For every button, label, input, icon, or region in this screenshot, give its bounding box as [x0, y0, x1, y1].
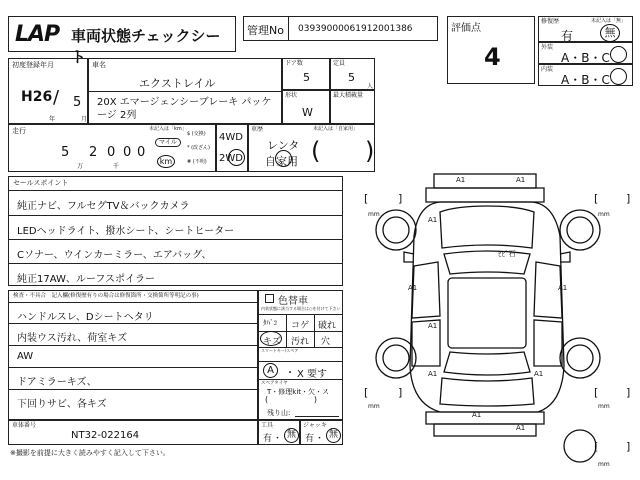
- mgmt-label: 管理No: [247, 24, 284, 37]
- exterior-box: [538, 42, 633, 64]
- use-rental: レンタ: [267, 139, 300, 152]
- first-reg-label: 初度登録年月: [12, 61, 54, 69]
- repair-yes: 有: [561, 29, 574, 43]
- car-name-label: 車名: [92, 61, 106, 69]
- wheel-rear-right-hub: [567, 345, 593, 371]
- front-hood-outline: [426, 188, 544, 202]
- inspection-item: AW: [17, 351, 34, 362]
- damage-mark: A1: [558, 284, 568, 292]
- repair-box: [538, 16, 633, 42]
- interior-selected-mark: [610, 68, 627, 85]
- tools-label: 工具: [261, 422, 274, 429]
- max-load-box: [330, 90, 375, 124]
- opt-unknown: # (不明): [187, 159, 207, 165]
- car-diagram: [348, 166, 638, 476]
- cond-tear: 破れ: [318, 321, 337, 331]
- inspection-item: 下回りサビ、各キズ: [17, 399, 107, 410]
- tools-no: 無: [284, 428, 299, 443]
- mileage-box: [8, 124, 216, 172]
- windshield: [444, 251, 530, 274]
- doors-value: 5: [303, 71, 310, 84]
- hood-panel: [440, 206, 534, 248]
- drive-box: [216, 124, 248, 172]
- mileage-digit: 0: [107, 145, 116, 160]
- tools-box: [258, 420, 300, 445]
- score-label: 評価点: [451, 23, 481, 34]
- cond-scratch: キズ: [263, 337, 281, 347]
- repair-no: 無: [600, 24, 620, 42]
- model-value: W: [302, 106, 313, 119]
- damage-mark: A1: [428, 322, 438, 330]
- sales-points-box: [8, 176, 343, 286]
- tread-bracket-rr: [: [594, 386, 599, 399]
- damage-mark: A1: [456, 176, 466, 184]
- tools-dot: ・: [273, 434, 283, 444]
- jack-yes: 有: [305, 434, 315, 444]
- km-option: km: [157, 155, 175, 168]
- damage-mark: A1: [408, 284, 418, 292]
- use-close-bracket: ): [365, 137, 375, 165]
- key-a: A: [263, 363, 278, 378]
- cond-hole: 穴: [321, 337, 331, 347]
- color-change-label: 色替車: [278, 296, 308, 307]
- key-box: [258, 362, 343, 380]
- color-note: 内装状態に該当する場合は○を付けて下さい: [261, 306, 341, 311]
- exterior-grades: A・B・C: [561, 51, 610, 65]
- capacity-value: 5: [348, 71, 355, 84]
- mileage-note: 未記入は「km」: [149, 126, 187, 132]
- first-reg-box: [8, 58, 88, 124]
- mileage-unit-sen: 千: [113, 163, 120, 170]
- mgmt-number: 03939000061912001386: [298, 24, 413, 34]
- svg-text:]: ]: [626, 440, 631, 453]
- cond-dirt: 汚れ: [291, 337, 310, 347]
- exterior-selected-mark: [610, 46, 627, 63]
- spare-wheel: [564, 430, 599, 462]
- footnote: ※撮影を前提に大きく読みやすく記入して下さい。: [10, 449, 170, 457]
- first-reg-slash: /: [53, 87, 60, 108]
- wheel-rear-left-hub: [383, 345, 409, 371]
- rear-bumper-upper: [426, 412, 544, 424]
- vin-box: [8, 420, 258, 445]
- lap-logo: LAP: [15, 22, 60, 47]
- mm-label: mm: [598, 461, 610, 468]
- sales-point-item: Cソナー、ウインカーミラー、エアバッグ、: [17, 250, 212, 261]
- first-reg-month: 5: [73, 95, 82, 110]
- mileage-label: 走行: [12, 127, 26, 135]
- drive-selected-mark: [228, 149, 245, 166]
- use-private: 自家用: [265, 155, 298, 168]
- score-box: [447, 16, 535, 84]
- mile-option: マイル: [155, 138, 181, 147]
- interior-grades: A・B・C: [561, 73, 610, 87]
- car-grade: 20X エマージェンシーブレーキ パッケージ 2列: [97, 97, 272, 121]
- left-mirror: [404, 252, 414, 262]
- tread-bracket-fl: [: [364, 192, 369, 205]
- svg-text:]: ]: [626, 192, 631, 205]
- tools-yes: 有: [263, 434, 273, 444]
- car-name-box: [88, 58, 282, 124]
- mileage-digit: 5: [61, 145, 70, 160]
- inspection-item: ハンドルスレ、Dシートヘタリ: [17, 312, 154, 323]
- key-label: スマートキー/スペア: [261, 348, 299, 353]
- capacity-label: 定員: [333, 60, 346, 67]
- vin-value: NT32-022164: [71, 430, 140, 441]
- interior-label: 内装: [541, 66, 554, 73]
- wheel-front-right: [560, 210, 600, 250]
- damage-mark: A1: [428, 216, 438, 224]
- tire-box: [258, 380, 343, 420]
- svg-text:]: ]: [398, 192, 403, 205]
- max-load-label: 最大積載量: [333, 92, 364, 99]
- cond-burn: コゲ: [291, 321, 310, 331]
- use-note: 未記入は「自家用」: [313, 126, 359, 132]
- jack-label: ジャッキ: [303, 422, 327, 429]
- mm-label: mm: [368, 403, 380, 410]
- opt-exchange: $ (交換): [187, 131, 206, 137]
- use-open-bracket: (: [311, 137, 321, 165]
- month-unit: 月: [81, 116, 88, 123]
- model-box: [282, 90, 330, 124]
- tread-bracket-rl: [: [364, 386, 369, 399]
- svg-text:]: ]: [398, 386, 403, 399]
- doors-box: [282, 58, 330, 90]
- damage-mark: A1: [534, 370, 544, 378]
- sales-point-item: 純正17AW、ルーフスポイラー: [17, 274, 156, 285]
- sales-points-label: セールスポイント: [13, 179, 69, 187]
- use-selected-mark: [275, 150, 292, 167]
- jack-no: 無: [326, 428, 341, 443]
- use-box: [248, 124, 375, 172]
- rear-window: [444, 352, 530, 375]
- damage-mark: A1: [428, 370, 438, 378]
- year-unit: 年: [49, 116, 56, 123]
- roof: [448, 278, 526, 348]
- color-change-checkbox: [265, 294, 274, 303]
- right-mirror: [560, 252, 570, 262]
- color-box: [258, 290, 343, 362]
- trunk-panel: [440, 378, 534, 406]
- repair-label: 修復歴: [541, 18, 560, 25]
- doors-label: ドア数: [285, 60, 303, 67]
- damage-mark: A1: [516, 424, 526, 432]
- opt-tamper: * (改ざん): [187, 145, 210, 151]
- wheel-front-left: [376, 210, 416, 250]
- cond-scratch-mark: [260, 331, 282, 346]
- vin-label: 車体番号: [12, 422, 37, 429]
- mileage-unit-man: 万: [77, 163, 84, 170]
- mileage-digit: 2: [89, 145, 98, 160]
- drive-2wd: 2WD: [219, 153, 243, 164]
- first-reg-era: H26: [21, 89, 53, 105]
- key-dot: ・: [285, 368, 295, 379]
- mm-label: mm: [368, 211, 380, 218]
- wheel-front-left-hub: [383, 217, 409, 243]
- tread-bracket-spare: [: [594, 440, 599, 453]
- car-name: エクストレイル: [139, 77, 216, 90]
- jack-box: [300, 420, 343, 445]
- inspection-item: 内装ウス汚れ、荷室キズ: [17, 333, 128, 344]
- cond-tobacco: ﾀﾊﾞｺ: [263, 319, 277, 327]
- mileage-digit: 0: [137, 145, 146, 160]
- inspection-item: ドアミラーキズ、: [17, 377, 97, 388]
- damage-mark: A1: [472, 411, 482, 419]
- mm-label: mm: [598, 403, 610, 410]
- capacity-box: [330, 58, 375, 90]
- mileage-digit: 0: [123, 145, 132, 160]
- inspection-box: [8, 290, 258, 420]
- sales-point-item: LEDヘッドライト、撥水シート、シートヒーター: [17, 226, 235, 237]
- model-label: 形状: [285, 92, 298, 99]
- tire-label: スペアタイヤ: [261, 381, 288, 386]
- sheet-title: 車両状態チェックシート: [71, 27, 221, 66]
- key-b: X 要す: [297, 369, 328, 380]
- interior-box: [538, 64, 633, 86]
- wheel-front-right-hub: [567, 217, 593, 243]
- capacity-unit: 人: [367, 83, 374, 90]
- right-rear-door: [534, 320, 562, 366]
- wheel-rear-right: [560, 338, 600, 378]
- exterior-label: 外装: [541, 44, 554, 51]
- use-label: 車歴: [251, 126, 264, 133]
- inspection-label: 検査・不具合 記入欄(修復歴有りの場合は修復箇所・交換箇所等明記の事): [13, 293, 199, 299]
- management-box: [243, 16, 438, 41]
- tread-bracket-fr: [: [594, 192, 599, 205]
- score-value: 4: [484, 43, 501, 71]
- mm-label: mm: [598, 211, 610, 218]
- drive-4wd: 4WD: [219, 132, 243, 143]
- svg-text:]: ]: [626, 386, 631, 399]
- tire-remain: 残り山:: [267, 409, 291, 417]
- damage-mark: A1: [516, 176, 526, 184]
- jack-dot: ・: [315, 434, 325, 444]
- tire-paren: ( ): [265, 395, 318, 404]
- repair-note: 未記入は「無」: [591, 18, 627, 24]
- sales-point-item: 純正ナビ、フルセグTV＆バックカメラ: [17, 201, 190, 212]
- tire-options: T・修理kit・欠・ス: [267, 388, 330, 396]
- damage-mark: ﾋﾋﾞ石: [498, 250, 516, 258]
